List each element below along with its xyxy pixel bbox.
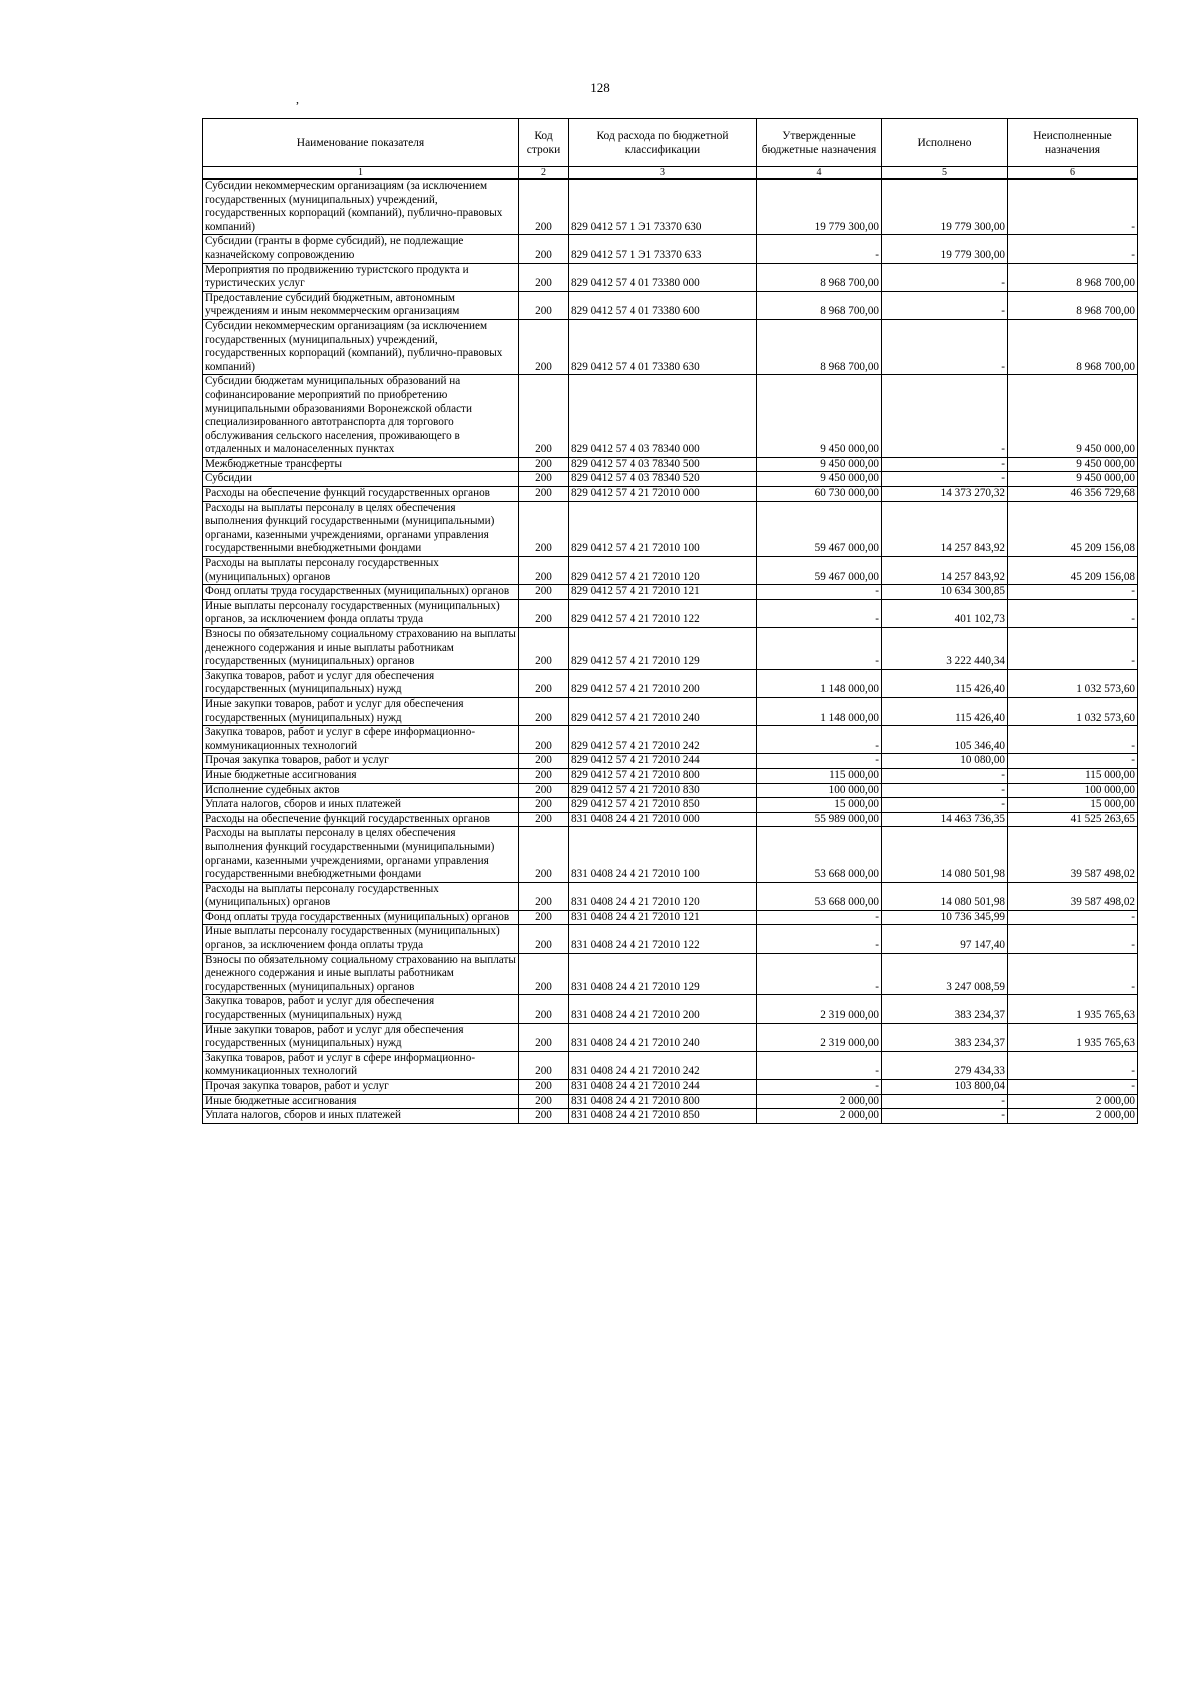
row-executed-amount: 115 426,40 [882,697,1008,725]
table-row [203,754,1138,769]
header-indicator-name: Наименование показателя [203,119,519,167]
row-remaining-amount: 9 450 000,00 [1008,472,1138,487]
row-indicator-name: Исполнение судебных актов [203,783,519,798]
table-row [203,235,1138,263]
table-row [203,1023,1138,1051]
row-indicator-name: Иные выплаты персоналу государственных (муниципальных) органов, за исключением фонда оплаты труда [203,599,519,627]
row-approved-amount: - [757,925,882,953]
row-line-code: 200 [519,1080,569,1095]
row-executed-amount: 14 373 270,32 [882,487,1008,502]
row-indicator-name: Закупка товаров, работ и услуг для обеспечения государственных (муниципальных) нужд [203,669,519,697]
row-budget-code: 829 0412 57 4 21 72010 244 [569,754,757,769]
row-line-code: 200 [519,585,569,600]
row-line-code: 200 [519,179,569,235]
row-remaining-amount: - [1008,953,1138,995]
row-approved-amount: - [757,235,882,263]
row-approved-amount: 9 450 000,00 [757,472,882,487]
row-remaining-amount: 45 209 156,08 [1008,501,1138,556]
table-row [203,953,1138,995]
row-budget-code: 829 0412 57 4 21 72010 850 [569,798,757,813]
row-executed-amount: 383 234,37 [882,995,1008,1023]
column-number: 6 [1008,167,1138,180]
row-approved-amount: - [757,628,882,670]
row-budget-code: 829 0412 57 1 Э1 73370 633 [569,235,757,263]
row-executed-amount: 10 736 345,99 [882,910,1008,925]
row-remaining-amount: 100 000,00 [1008,783,1138,798]
row-line-code: 200 [519,501,569,556]
row-approved-amount: 2 000,00 [757,1109,882,1124]
row-budget-code: 831 0408 24 4 21 72010 121 [569,910,757,925]
row-executed-amount: 383 234,37 [882,1023,1008,1051]
row-indicator-name: Иные бюджетные ассигнования [203,768,519,783]
row-line-code: 200 [519,457,569,472]
row-budget-code: 829 0412 57 4 21 72010 800 [569,768,757,783]
row-indicator-name: Взносы по обязательному социальному страхованию на выплаты денежного содержания и иные выплаты работникам государственных (муниципальных) органов [203,953,519,995]
row-remaining-amount: 39 587 498,02 [1008,882,1138,910]
row-approved-amount: 9 450 000,00 [757,375,882,458]
row-indicator-name: Закупка товаров, работ и услуг для обеспечения государственных (муниципальных) нужд [203,995,519,1023]
row-approved-amount: 1 148 000,00 [757,669,882,697]
table-row [203,291,1138,319]
row-budget-code: 829 0412 57 4 01 73380 000 [569,263,757,291]
row-approved-amount: - [757,910,882,925]
row-line-code: 200 [519,472,569,487]
row-indicator-name: Иные выплаты персоналу государственных (муниципальных) органов, за исключением фонда оплаты труда [203,925,519,953]
row-line-code: 200 [519,319,569,374]
row-executed-amount: 19 779 300,00 [882,235,1008,263]
row-approved-amount: 59 467 000,00 [757,501,882,556]
row-remaining-amount: 2 000,00 [1008,1109,1138,1124]
row-line-code: 200 [519,375,569,458]
row-approved-amount: - [757,585,882,600]
row-remaining-amount: 1 935 765,63 [1008,1023,1138,1051]
row-indicator-name: Фонд оплаты труда государственных (муниципальных) органов [203,910,519,925]
row-approved-amount: 53 668 000,00 [757,882,882,910]
row-indicator-name: Иные закупки товаров, работ и услуг для обеспечения государственных (муниципальных) нужд [203,697,519,725]
row-budget-code: 831 0408 24 4 21 72010 100 [569,827,757,882]
row-indicator-name: Расходы на обеспечение функций государственных органов [203,812,519,827]
row-executed-amount: 10 634 300,85 [882,585,1008,600]
row-executed-amount: 105 346,40 [882,726,1008,754]
row-remaining-amount: 41 525 263,65 [1008,812,1138,827]
row-remaining-amount: 8 968 700,00 [1008,319,1138,374]
row-indicator-name: Иные закупки товаров, работ и услуг для обеспечения государственных (муниципальных) нужд [203,1023,519,1051]
row-executed-amount: - [882,472,1008,487]
row-indicator-name: Расходы на выплаты персоналу государственных (муниципальных) органов [203,557,519,585]
table-header [203,119,1138,180]
row-line-code: 200 [519,953,569,995]
stray-mark: , [296,92,299,106]
table-row [203,557,1138,585]
column-number-row [203,167,1138,180]
table-row [203,812,1138,827]
table-row [203,697,1138,725]
row-executed-amount: - [882,1109,1008,1124]
row-budget-code: 829 0412 57 4 03 78340 000 [569,375,757,458]
row-remaining-amount: 1 032 573,60 [1008,697,1138,725]
table-row [203,263,1138,291]
table-row [203,179,1138,235]
table-row [203,501,1138,556]
row-budget-code: 831 0408 24 4 21 72010 122 [569,925,757,953]
row-executed-amount: - [882,457,1008,472]
row-remaining-amount: - [1008,628,1138,670]
table-row [203,375,1138,458]
row-line-code: 200 [519,291,569,319]
header-budget-classification-code: Код расхода по бюджетной классификации [569,119,757,167]
row-executed-amount: - [882,783,1008,798]
row-indicator-name: Расходы на обеспечение функций государственных органов [203,487,519,502]
row-indicator-name: Субсидии некоммерческим организациям (за исключением государственных (муниципальных) учреждений, государственных корпораций (компаний), публично-правовых компаний) [203,179,519,235]
table-row [203,783,1138,798]
row-approved-amount: - [757,1051,882,1079]
row-executed-amount: 115 426,40 [882,669,1008,697]
row-indicator-name: Прочая закупка товаров, работ и услуг [203,754,519,769]
header-approved-appropriations: Утвержденные бюджетные назначения [757,119,882,167]
row-indicator-name: Уплата налогов, сборов и иных платежей [203,798,519,813]
row-indicator-name: Межбюджетные трансферты [203,457,519,472]
row-remaining-amount: 45 209 156,08 [1008,557,1138,585]
row-remaining-amount: 9 450 000,00 [1008,457,1138,472]
row-approved-amount: 53 668 000,00 [757,827,882,882]
row-remaining-amount: - [1008,910,1138,925]
row-remaining-amount: - [1008,599,1138,627]
row-budget-code: 829 0412 57 4 21 72010 122 [569,599,757,627]
table-row [203,925,1138,953]
row-remaining-amount: 2 000,00 [1008,1094,1138,1109]
header-row [203,119,1138,167]
row-budget-code: 829 0412 57 4 03 78340 500 [569,457,757,472]
table-row [203,798,1138,813]
row-approved-amount: 15 000,00 [757,798,882,813]
row-indicator-name: Расходы на выплаты персоналу государственных (муниципальных) органов [203,882,519,910]
row-approved-amount: 55 989 000,00 [757,812,882,827]
row-remaining-amount: 8 968 700,00 [1008,263,1138,291]
row-line-code: 200 [519,1094,569,1109]
table-row [203,910,1138,925]
row-remaining-amount: - [1008,925,1138,953]
table-row [203,1109,1138,1124]
row-line-code: 200 [519,910,569,925]
row-budget-code: 831 0408 24 4 21 72010 129 [569,953,757,995]
row-approved-amount: 2 319 000,00 [757,1023,882,1051]
row-budget-code: 831 0408 24 4 21 72010 000 [569,812,757,827]
row-budget-code: 829 0412 57 4 21 72010 242 [569,726,757,754]
row-remaining-amount: - [1008,754,1138,769]
row-executed-amount: 3 247 008,59 [882,953,1008,995]
row-remaining-amount: - [1008,1051,1138,1079]
row-approved-amount: - [757,953,882,995]
row-budget-code: 831 0408 24 4 21 72010 850 [569,1109,757,1124]
row-line-code: 200 [519,798,569,813]
table-row [203,768,1138,783]
row-approved-amount: 8 968 700,00 [757,319,882,374]
table-row [203,882,1138,910]
row-executed-amount: - [882,375,1008,458]
column-number: 5 [882,167,1008,180]
table-row [203,472,1138,487]
row-approved-amount: 1 148 000,00 [757,697,882,725]
row-approved-amount: 60 730 000,00 [757,487,882,502]
row-indicator-name: Субсидии некоммерческим организациям (за исключением государственных (муниципальных) учреждений, государственных корпораций (компаний), публично-правовых компаний) [203,319,519,374]
row-indicator-name: Мероприятия по продвижению туристского продукта и туристических услуг [203,263,519,291]
row-remaining-amount: 115 000,00 [1008,768,1138,783]
row-budget-code: 829 0412 57 4 21 72010 830 [569,783,757,798]
row-budget-code: 831 0408 24 4 21 72010 800 [569,1094,757,1109]
row-remaining-amount: - [1008,726,1138,754]
table-row [203,628,1138,670]
row-line-code: 200 [519,1109,569,1124]
row-executed-amount: 10 080,00 [882,754,1008,769]
row-budget-code: 829 0412 57 4 21 72010 121 [569,585,757,600]
row-remaining-amount: - [1008,235,1138,263]
row-line-code: 200 [519,487,569,502]
row-executed-amount: 14 257 843,92 [882,557,1008,585]
row-budget-code: 829 0412 57 4 21 72010 200 [569,669,757,697]
row-budget-code: 831 0408 24 4 21 72010 200 [569,995,757,1023]
row-remaining-amount: 1 032 573,60 [1008,669,1138,697]
row-executed-amount: 279 434,33 [882,1051,1008,1079]
row-line-code: 200 [519,669,569,697]
row-line-code: 200 [519,783,569,798]
row-approved-amount: 8 968 700,00 [757,263,882,291]
row-approved-amount: 8 968 700,00 [757,291,882,319]
row-approved-amount: 115 000,00 [757,768,882,783]
row-executed-amount: - [882,768,1008,783]
row-budget-code: 829 0412 57 4 21 72010 100 [569,501,757,556]
row-indicator-name: Расходы на выплаты персоналу в целях обеспечения выполнения функций государственными (муниципальными) органами, казенными учреждениями, органами управления государственными внебюджетными фондами [203,827,519,882]
row-approved-amount: - [757,754,882,769]
table-row [203,457,1138,472]
row-line-code: 200 [519,995,569,1023]
header-executed: Исполнено [882,119,1008,167]
row-remaining-amount: - [1008,1080,1138,1095]
row-line-code: 200 [519,628,569,670]
row-remaining-amount: 8 968 700,00 [1008,291,1138,319]
row-remaining-amount: 39 587 498,02 [1008,827,1138,882]
header-unexecuted-appropriations: Неисполненные назначения [1008,119,1138,167]
row-line-code: 200 [519,235,569,263]
table-row [203,995,1138,1023]
row-executed-amount: 3 222 440,34 [882,628,1008,670]
table-row [203,319,1138,374]
row-executed-amount: - [882,263,1008,291]
table-row [203,1080,1138,1095]
table-row [203,599,1138,627]
row-line-code: 200 [519,697,569,725]
row-approved-amount: 19 779 300,00 [757,179,882,235]
row-remaining-amount: 46 356 729,68 [1008,487,1138,502]
row-remaining-amount: - [1008,585,1138,600]
row-budget-code: 831 0408 24 4 21 72010 120 [569,882,757,910]
column-number: 2 [519,167,569,180]
row-executed-amount: - [882,319,1008,374]
row-budget-code: 831 0408 24 4 21 72010 244 [569,1080,757,1095]
row-budget-code: 829 0412 57 4 01 73380 630 [569,319,757,374]
row-approved-amount: - [757,726,882,754]
column-number: 1 [203,167,519,180]
row-line-code: 200 [519,812,569,827]
row-line-code: 200 [519,1051,569,1079]
row-indicator-name: Предоставление субсидий бюджетным, автономным учреждениям и иным некоммерческим организациям [203,291,519,319]
row-budget-code: 829 0412 57 4 03 78340 520 [569,472,757,487]
row-budget-code: 829 0412 57 4 21 72010 240 [569,697,757,725]
row-indicator-name: Закупка товаров, работ и услуг в сфере информационно-коммуникационных технологий [203,726,519,754]
row-indicator-name: Иные бюджетные ассигнования [203,1094,519,1109]
row-executed-amount: 97 147,40 [882,925,1008,953]
table-row [203,827,1138,882]
table-row [203,726,1138,754]
row-approved-amount: 100 000,00 [757,783,882,798]
row-line-code: 200 [519,827,569,882]
row-executed-amount: - [882,798,1008,813]
row-indicator-name: Субсидии (гранты в форме субсидий), не подлежащие казначейскому сопровождению [203,235,519,263]
table-row [203,1094,1138,1109]
row-budget-code: 829 0412 57 4 21 72010 120 [569,557,757,585]
header-line-code: Код строки [519,119,569,167]
row-executed-amount: - [882,1094,1008,1109]
row-line-code: 200 [519,925,569,953]
row-indicator-name: Субсидии бюджетам муниципальных образований на софинансирование мероприятий по приобретению муниципальными образованиями Воронежской области специализированного автотранспорта для торгового обслуживания сельского населения, проживающего в отдаленных и малонаселенных пунктах [203,375,519,458]
page-number: 128 [590,80,610,95]
row-budget-code: 829 0412 57 1 Э1 73370 630 [569,179,757,235]
row-executed-amount: 14 463 736,35 [882,812,1008,827]
table-row [203,487,1138,502]
table-body [203,179,1138,1123]
row-executed-amount: 19 779 300,00 [882,179,1008,235]
row-line-code: 200 [519,754,569,769]
column-number: 3 [569,167,757,180]
row-remaining-amount: 15 000,00 [1008,798,1138,813]
row-line-code: 200 [519,599,569,627]
row-executed-amount: 14 080 501,98 [882,827,1008,882]
row-indicator-name: Субсидии [203,472,519,487]
row-executed-amount: - [882,291,1008,319]
row-approved-amount: 2 000,00 [757,1094,882,1109]
row-indicator-name: Расходы на выплаты персоналу в целях обеспечения выполнения функций государственными (муниципальными) органами, казенными учреждениями, органами управления государственными внебюджетными фондами [203,501,519,556]
row-remaining-amount: 9 450 000,00 [1008,375,1138,458]
row-budget-code: 831 0408 24 4 21 72010 240 [569,1023,757,1051]
row-approved-amount: 59 467 000,00 [757,557,882,585]
row-approved-amount: - [757,1080,882,1095]
row-budget-code: 829 0412 57 4 01 73380 600 [569,291,757,319]
row-budget-code: 831 0408 24 4 21 72010 242 [569,1051,757,1079]
row-budget-code: 829 0412 57 4 21 72010 129 [569,628,757,670]
row-indicator-name: Взносы по обязательному социальному страхованию на выплаты денежного содержания и иные выплаты работникам государственных (муниципальных) органов [203,628,519,670]
row-executed-amount: 14 080 501,98 [882,882,1008,910]
row-line-code: 200 [519,726,569,754]
row-approved-amount: 2 319 000,00 [757,995,882,1023]
budget-execution-table [202,118,1138,1124]
table-row [203,585,1138,600]
row-indicator-name: Фонд оплаты труда государственных (муниципальных) органов [203,585,519,600]
row-indicator-name: Уплата налогов, сборов и иных платежей [203,1109,519,1124]
row-approved-amount: 9 450 000,00 [757,457,882,472]
row-indicator-name: Закупка товаров, работ и услуг в сфере информационно-коммуникационных технологий [203,1051,519,1079]
row-line-code: 200 [519,557,569,585]
row-remaining-amount: - [1008,179,1138,235]
row-budget-code: 829 0412 57 4 21 72010 000 [569,487,757,502]
table-row [203,1051,1138,1079]
row-line-code: 200 [519,263,569,291]
row-executed-amount: 14 257 843,92 [882,501,1008,556]
row-line-code: 200 [519,1023,569,1051]
row-remaining-amount: 1 935 765,63 [1008,995,1138,1023]
row-approved-amount: - [757,599,882,627]
table-row [203,669,1138,697]
row-line-code: 200 [519,768,569,783]
row-executed-amount: 401 102,73 [882,599,1008,627]
row-indicator-name: Прочая закупка товаров, работ и услуг [203,1080,519,1095]
row-line-code: 200 [519,882,569,910]
row-executed-amount: 103 800,04 [882,1080,1008,1095]
column-number: 4 [757,167,882,180]
